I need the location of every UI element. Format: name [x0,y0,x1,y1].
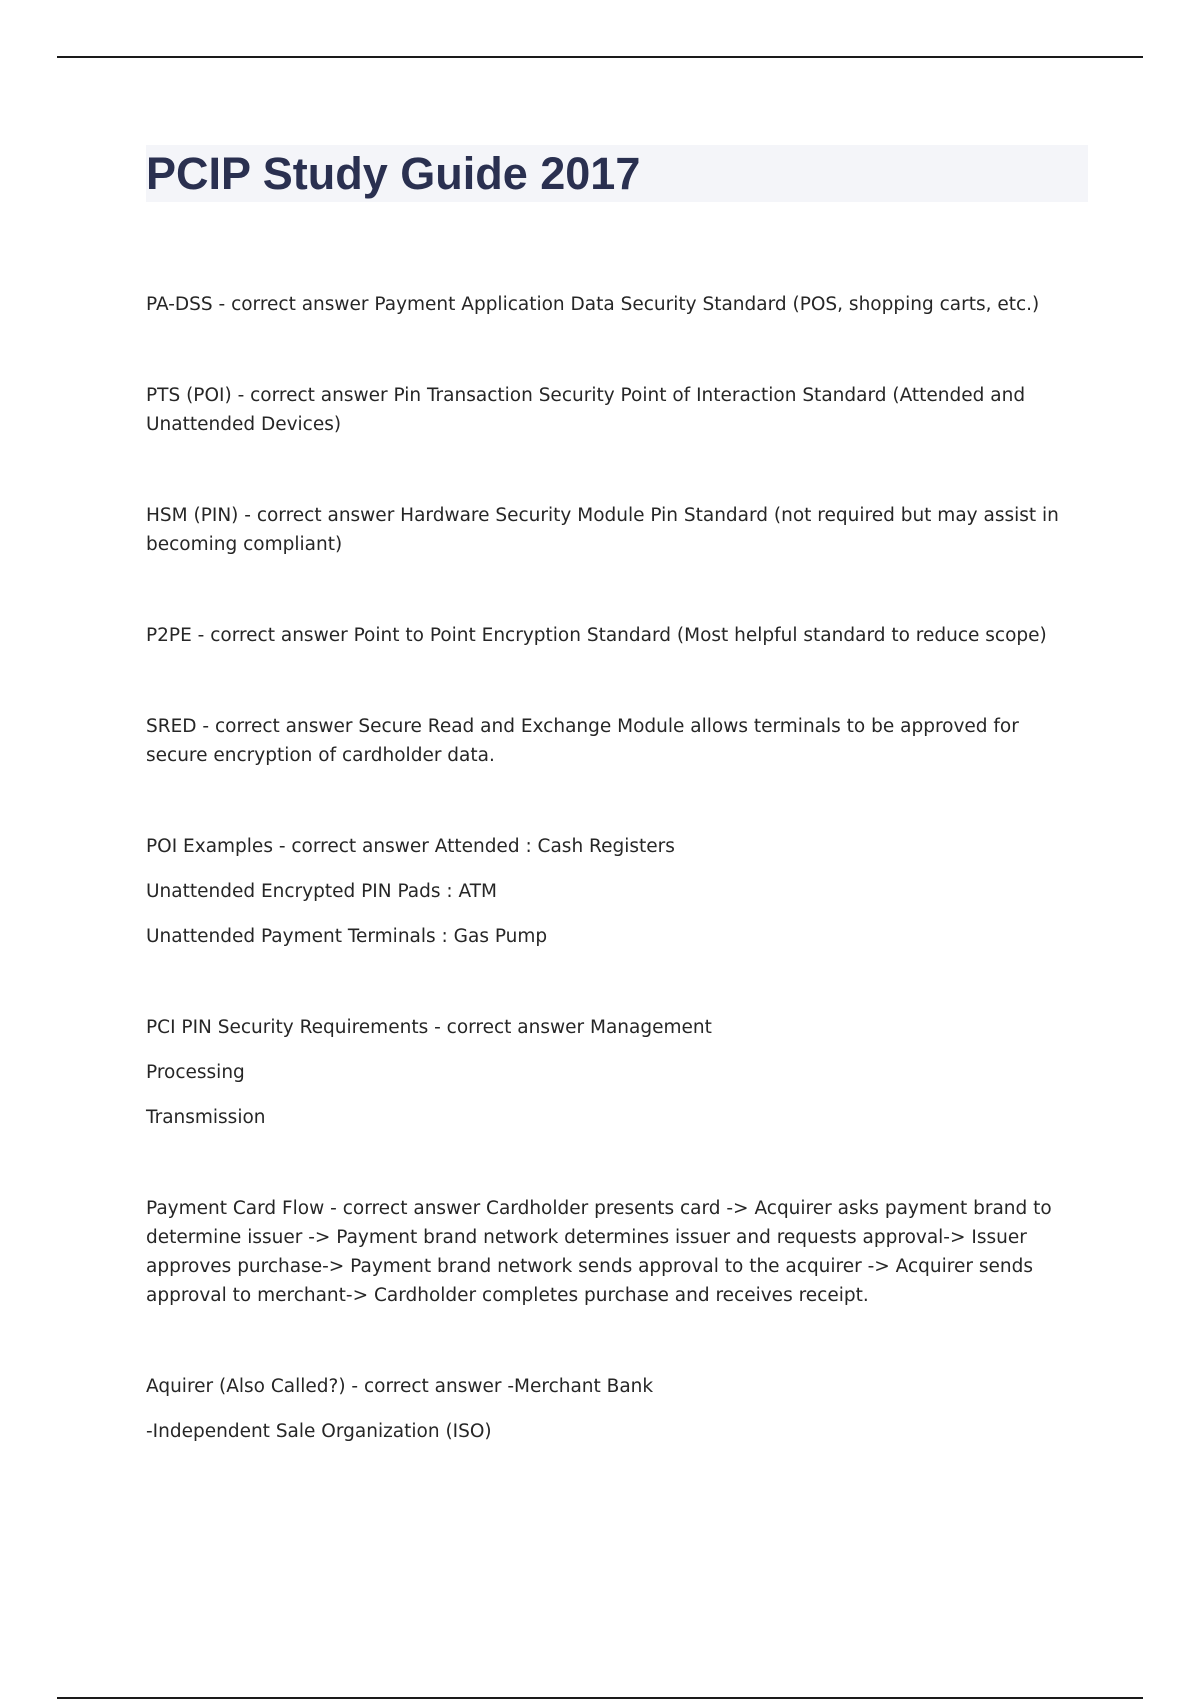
entry-line: Unattended Encrypted PIN Pads : ATM [146,881,497,902]
entry-line: HSM (PIN) - correct answer Hardware Security Module Pin Standard (not required but may assist in becoming compliant) [146,505,1059,555]
entry-line: Processing [146,1062,245,1083]
entry-pa-dss [146,290,1086,319]
entry-line: PCI PIN Security Requirements - correct answer Management [146,1017,712,1038]
entry-p2pe [146,621,1086,650]
entry-line: Unattended Payment Terminals : Gas Pump [146,926,548,947]
study-guide-content [146,290,1086,1508]
entry-hsm-pin [146,501,1086,559]
entry-line: PA-DSS - correct answer Payment Application Data Security Standard (POS, shopping carts, etc.) [146,294,1040,315]
entry-line: POI Examples - correct answer Attended : Cash Registers [146,836,675,857]
entry-poi-examples [146,832,1086,951]
bottom-divider [57,1697,1143,1699]
entry-line: -Independent Sale Organization (ISO) [146,1421,492,1442]
entry-pts-poi [146,381,1086,439]
entry-acquirer [146,1372,1086,1446]
entry-line: Payment Card Flow - correct answer Cardholder presents card -> Acquirer asks payment brand to determine issuer -> Payment brand network determines issuer and requests approval-> Issuer approves purchase-> Payment brand network sends approval to the acquirer -> Acquirer sends approval to merchant-> Cardholder completes purchase and receives receipt. [146,1198,1052,1306]
entry-sred [146,712,1086,770]
entry-line: PTS (POI) - correct answer Pin Transaction Security Point of Interaction Standard (Attended and Unattended Devices) [146,385,1026,435]
entry-payment-card-flow [146,1194,1086,1310]
entry-line: P2PE - correct answer Point to Point Encryption Standard (Most helpful standard to reduce scope) [146,625,1047,646]
entry-line: Aquirer (Also Called?) - correct answer -Merchant Bank [146,1376,654,1397]
top-divider [57,56,1143,58]
page-title: PCIP Study Guide 2017 [146,148,641,199]
entry-pci-pin-security [146,1013,1086,1132]
entry-line: SRED - correct answer Secure Read and Exchange Module allows terminals to be approved for secure encryption of cardholder data. [146,716,1019,766]
entry-line: Transmission [146,1107,266,1128]
